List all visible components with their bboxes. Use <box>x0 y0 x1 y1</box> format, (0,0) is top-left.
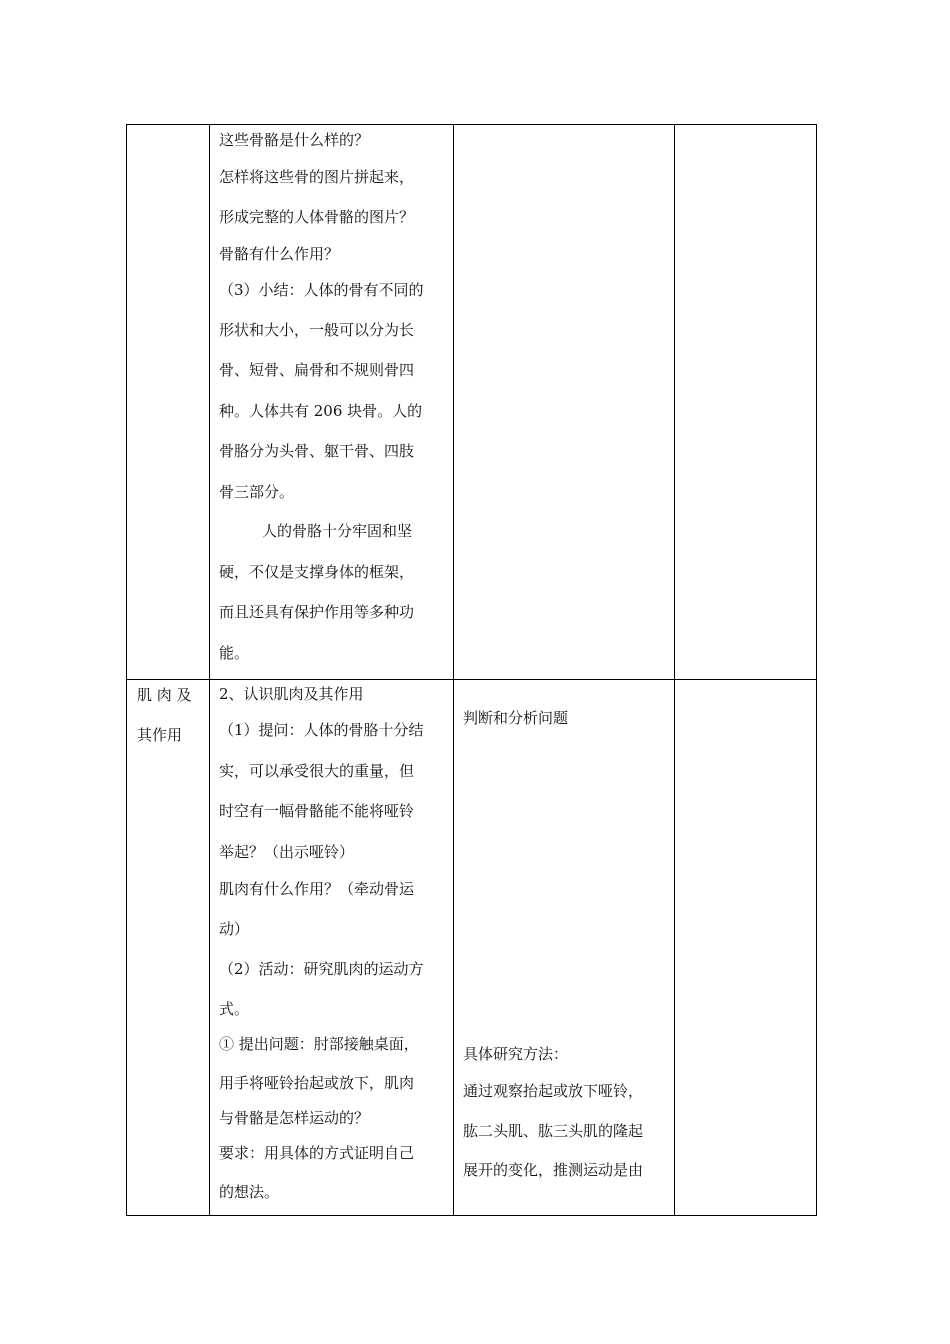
content-cell <box>210 680 454 1216</box>
topic-line: 肌 肉 及 <box>137 686 192 704</box>
activity-line: 判断和分析问题 <box>463 709 569 727</box>
content-line: 人的骨胳十分牢固和坚 <box>262 522 413 540</box>
activity-line: 具体研究方法： <box>463 1045 569 1063</box>
table-row <box>127 680 817 1216</box>
table-row <box>127 125 817 680</box>
notes-cell <box>675 680 817 1216</box>
content-line: 这些骨骼是什么样的？ <box>219 131 370 149</box>
content-line: 形状和大小，一般可以分为长 <box>219 321 415 339</box>
content-line: 形成完整的人体骨骼的图片？ <box>219 208 415 226</box>
topic-cell <box>127 125 210 680</box>
content-cell <box>210 125 454 680</box>
content-line: （3）小结：人体的骨有不同的 <box>219 281 424 299</box>
content-line: （2）活动：研究肌肉的运动方 <box>219 960 424 978</box>
content-line: ① 提出问题：肘部接触桌面， <box>219 1035 419 1053</box>
content-line: 硬，不仅是支撑身体的框架， <box>219 563 415 581</box>
content-line: 实，可以承受很大的重量，但 <box>219 762 415 780</box>
content-line: 要求：用具体的方式证明自己 <box>219 1144 415 1162</box>
content-line: 与骨骼是怎样运动的？ <box>219 1109 370 1127</box>
content-line: 举起？（出示哑铃） <box>219 843 355 861</box>
content-line: 时空有一幅骨骼能不能将哑铃 <box>219 802 415 820</box>
activity-line: 通过观察抬起或放下哑铃， <box>463 1082 644 1100</box>
content-line: 2、认识肌肉及其作用 <box>219 685 364 703</box>
content-line: 动） <box>219 920 250 938</box>
content-line: 式。 <box>219 1000 250 1018</box>
notes-cell <box>675 125 817 680</box>
content-line: 骨、短骨、扁骨和不规则骨四 <box>219 361 415 379</box>
content-line: 怎样将这些骨的图片拼起来， <box>219 168 415 186</box>
content-line: 骨骼有什么作用？ <box>219 245 340 263</box>
content-line: 能。 <box>219 644 250 662</box>
content-line: 肌肉有什么作用？（牵动骨运 <box>219 880 415 898</box>
content-line: 骨胳分为头骨、躯干骨、四肢 <box>219 442 415 460</box>
topic-cell <box>127 680 210 1216</box>
activity-cell <box>454 125 675 680</box>
content-line: （1）提问：人体的骨胳十分结 <box>219 721 424 739</box>
content-line: 的想法。 <box>219 1183 280 1201</box>
content-line: 骨三部分。 <box>219 483 295 501</box>
content-line: 而且还具有保护作用等多种功 <box>219 603 415 621</box>
lesson-table <box>126 124 817 1216</box>
content-line: 种。人体共有 206 块骨。人的 <box>219 402 423 420</box>
topic-line: 其作用 <box>137 726 183 744</box>
activity-cell <box>454 680 675 1216</box>
activity-line: 展开的变化，推测运动是由 <box>463 1161 644 1179</box>
activity-line: 肱二头肌、肱三头肌的隆起 <box>463 1122 644 1140</box>
content-line: 用手将哑铃抬起或放下，肌肉 <box>219 1074 415 1092</box>
